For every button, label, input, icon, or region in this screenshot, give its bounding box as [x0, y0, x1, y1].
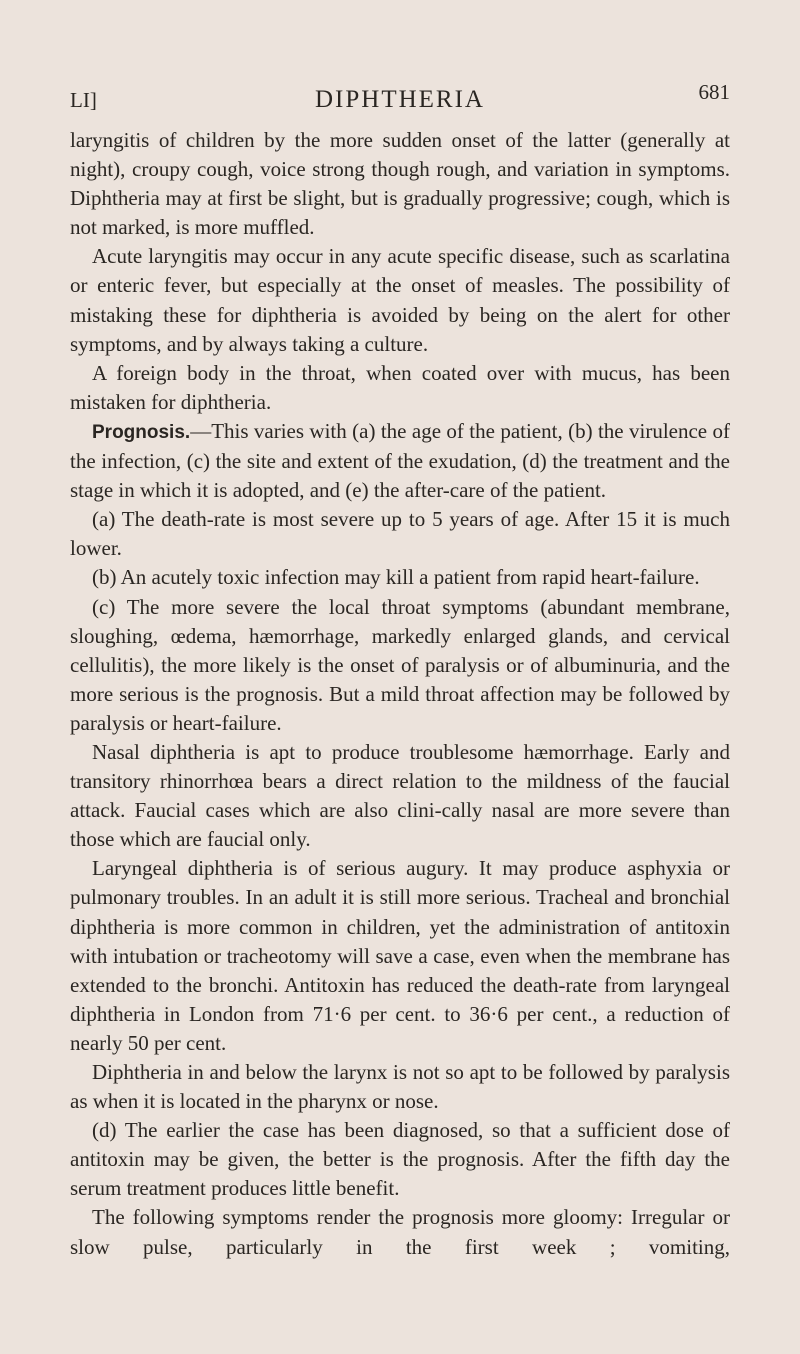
paragraph-nasal-diphtheria: Nasal diphtheria is apt to produce troublesome hæmorrhage. Early and transitory rhinorrhœa bears a direct relation to the mildness of the faucial attack. Faucial cases which are also clini-cally nasal are more severe than those which are faucial only. — [70, 739, 730, 852]
body-text — [70, 126, 730, 1262]
paragraph-local-symptoms: (c) The more severe the local throat symptoms (abundant membrane, sloughing, œdema, hæmorrhage, markedly enlarged glands, and cervical cellulitis), the more likely is the onset of paralysis or of albuminuria, and the more serious is the prognosis. But a mild throat affection may be followed by paralysis or heart-failure. — [70, 594, 730, 735]
paragraph-acute-laryngitis: Acute laryngitis may occur in any acute specific disease, such as scarlatina or enteric fever, but especially at the onset of measles. The possibility of mistaking these for diphtheria is avoided by being on the alert for other symptoms, and by always taking a culture. — [70, 244, 730, 356]
paragraph-below-larynx: Diphtheria in and below the larynx is not so apt to be followed by paralysis as when it is located in the pharynx or nose. — [70, 1060, 730, 1114]
paragraph-gloomy-symptoms: The following symptoms render the prognosis more gloomy: Irregular or slow pulse, particularly in the first week ; vomiting, — [70, 1205, 730, 1259]
prognosis-text: —This varies with (a) the age of the patient, (b) the virulence of the infection, (c) the site and extent of the exudation, (d) the treatment and the stage in which it is adopted, and (e) the after-care of the patient. — [70, 418, 730, 503]
paragraph-foreign-body: A foreign body in the throat, when coated over with mucus, has been mistaken for diphtheria. — [70, 360, 730, 414]
paragraph-laryngeal-diphtheria: Laryngeal diphtheria is of serious augury. It may produce asphyxia or pulmonary troubles. In an adult it is still more serious. Tracheal and bronchial diphtheria is more common in children, yet the administration of antitoxin with intubation or tracheotomy will save a case, even when the membrane has extended to the bronchi. Antitoxin has reduced the death-rate from laryngeal diphtheria in London from 71·6 per cent. to 36·6 per cent., a reduction of nearly 50 per cent. — [70, 856, 730, 1055]
paragraph-age: (a) The death-rate is most severe up to 5 years of age. After 15 it is much lower. — [70, 507, 730, 561]
paragraph-prognosis — [70, 417, 730, 505]
running-head — [70, 78, 730, 126]
paragraph-toxic-infection: (b) An acutely toxic infection may kill a patient from rapid heart-failure. — [92, 565, 700, 590]
prognosis-heading: Prognosis. — [92, 421, 191, 443]
paragraph-early-diagnosis: (d) The earlier the case has been diagnosed, so that a sufficient dose of antitoxin may be given, the better is the prognosis. After the fifth day the serum treatment produces little benefit. — [70, 1118, 730, 1201]
page-number: 681 — [698, 80, 730, 104]
chapter-marker: LI] — [70, 88, 97, 112]
page-title: DIPHTHERIA — [315, 86, 485, 113]
paragraph-laryngitis-children: laryngitis of children by the more sudden onset of the latter (generally at night), croupy cough, voice strong though rough, and variation in symptoms. Diphtheria may at first be slight, but is gradually progressive; cough, which is not marked, is more muffled. — [70, 128, 730, 240]
